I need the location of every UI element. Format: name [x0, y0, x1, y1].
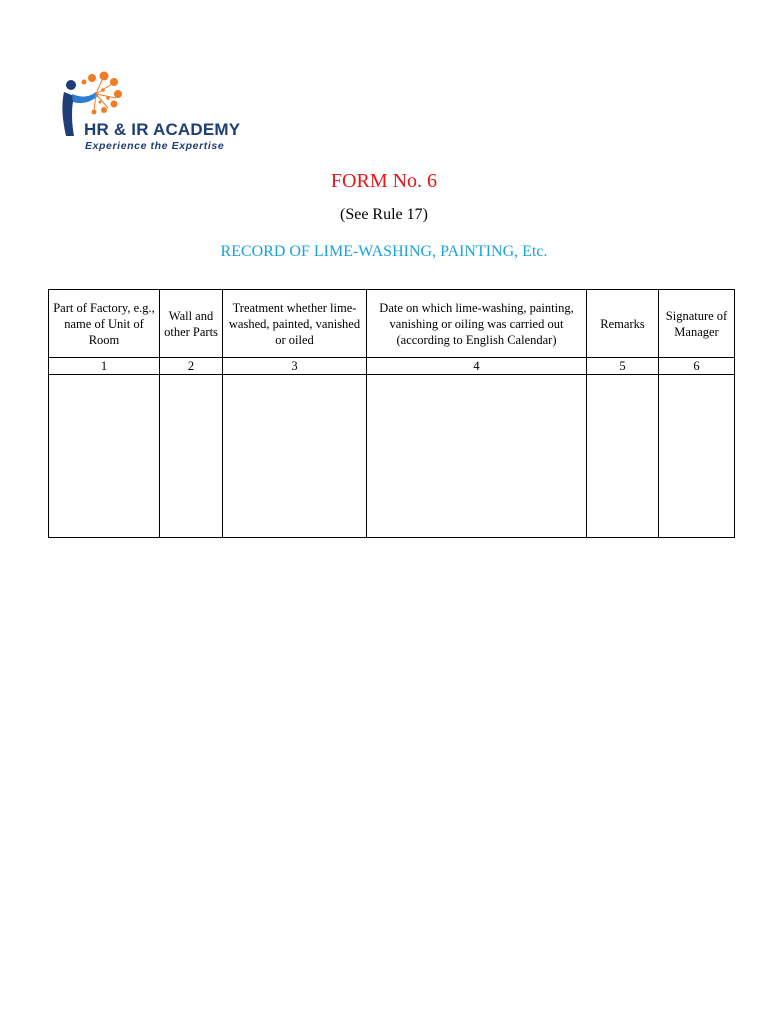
column-number: 1 [49, 358, 160, 375]
column-header-treatment: Treatment whether lime-washed, painted, vanished or oiled [223, 290, 367, 358]
rule-reference: (See Rule 17) [340, 206, 428, 223]
column-number: 6 [659, 358, 735, 375]
logo-title: HR & IR ACADEMY [84, 120, 241, 139]
column-header-remarks: Remarks [587, 290, 659, 358]
column-header-signature: Signature of Manager [659, 290, 735, 358]
record-table [48, 289, 735, 538]
academy-logo [58, 70, 258, 156]
column-number: 3 [223, 358, 367, 375]
column-number: 4 [367, 358, 587, 375]
table-number-row [49, 358, 735, 375]
table-cell[interactable] [160, 375, 223, 538]
column-header-date: Date on which lime-washing, painting, vanishing or oiling was carried out (according to English Calendar) [367, 290, 587, 358]
record-title: RECORD OF LIME-WASHING, PAINTING, Etc. [220, 243, 548, 260]
table-cell[interactable] [659, 375, 735, 538]
form-number-heading: FORM No. 6 [330, 170, 438, 192]
column-header-wall: Wall and other Parts [160, 290, 223, 358]
column-header-part-of-factory: Part of Factory, e.g., name of Unit of Room [49, 290, 160, 358]
logo-tagline: Experience the Expertise [85, 140, 225, 152]
table-header-row [49, 290, 735, 358]
table-cell[interactable] [367, 375, 587, 538]
column-number: 2 [160, 358, 223, 375]
table-row [49, 375, 735, 538]
table-cell[interactable] [587, 375, 659, 538]
column-number: 5 [587, 358, 659, 375]
table-cell[interactable] [49, 375, 160, 538]
table-cell[interactable] [223, 375, 367, 538]
